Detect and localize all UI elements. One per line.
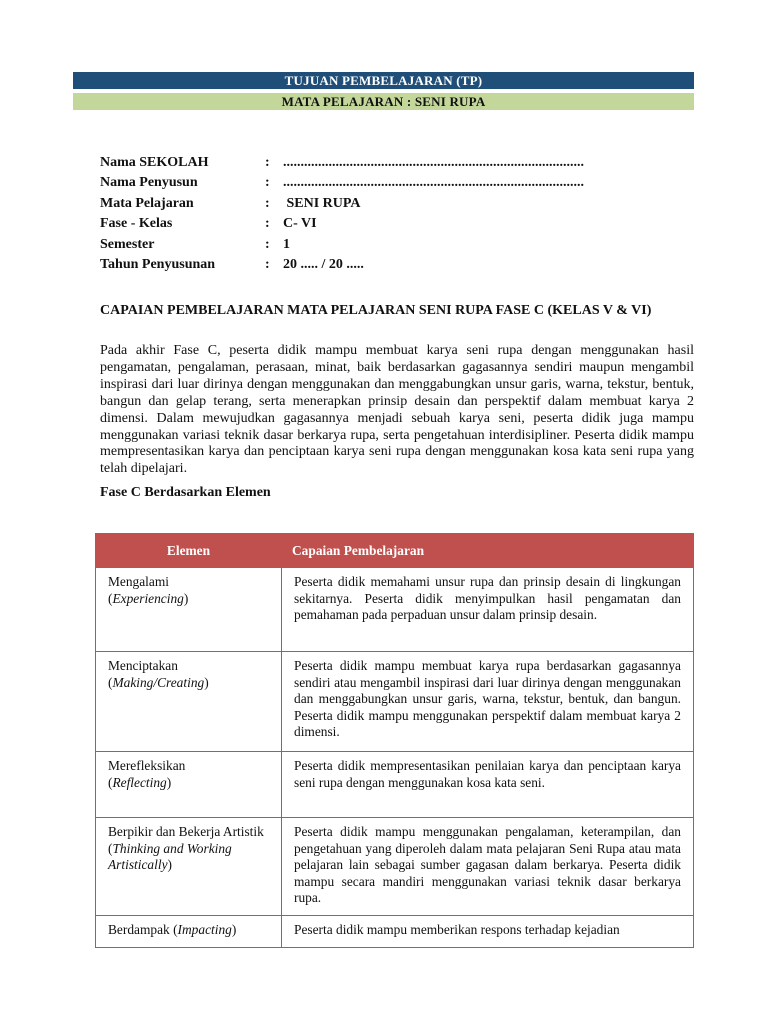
table-row xyxy=(96,916,694,948)
info-colon: : xyxy=(265,155,270,170)
elemen-open: ( xyxy=(108,840,113,856)
table-row xyxy=(96,752,694,818)
header-elemen: Elemen xyxy=(96,534,282,568)
info-colon: : xyxy=(265,216,270,232)
info-colon: : xyxy=(265,175,270,191)
info-row-year xyxy=(100,255,584,275)
elemen-close: ) xyxy=(167,857,172,873)
elemen-close: ) xyxy=(166,774,172,790)
capaian-cell: Peserta didik mempresentasikan penilaian karya dan penciptaan karya seni rupa dengan menggunakan kosa kata seni. xyxy=(282,752,694,818)
elemen-cell xyxy=(96,752,282,818)
elemen-name: Merefleksikan xyxy=(108,758,186,773)
table-row xyxy=(96,818,694,916)
fase-heading: Fase C Berdasarkan Elemen xyxy=(100,485,271,500)
subject-banner: MATA PELAJARAN : SENI RUPA xyxy=(73,93,694,110)
info-value: 20 ..... / 20 ..... xyxy=(283,256,364,272)
info-row-school xyxy=(100,153,584,173)
capaian-cell: Peserta didik mampu membuat karya rupa berdasarkan gagasannya sendiri atau mengambil inspirasi dari luar dirinya dengan menggunakan dan menggabungkan unsur garis, warna, tekstur, bentuk, dan bangun. Peserta didik mampu menggunakan perspektif dalam membuat karya 2 dimensi. xyxy=(282,652,694,752)
elemen-cell xyxy=(96,652,282,752)
elemen-english: Reflecting xyxy=(112,774,167,790)
info-colon: : xyxy=(265,195,270,211)
elemen-name: Berpikir dan Bekerja Artistik xyxy=(108,824,264,839)
elemen-close: ) xyxy=(183,590,189,606)
capaian-cell: Peserta didik mampu menggunakan pengalaman, keterampilan, dan pengetahuan yang diperoleh dalam mata pelajaran Seni Rupa atau mata pelajaran lain sebagai sumber gagasan dalam berkarya. Peserta didik mampu secara mandiri menggunakan variasi teknik dasar berkarya rupa. xyxy=(282,818,694,916)
info-label: Mata Pelajaran xyxy=(100,195,194,211)
elemen-name: Mengalami xyxy=(108,574,169,589)
info-colon: : xyxy=(265,236,270,252)
info-label: Nama Penyusun xyxy=(100,175,198,191)
info-row-subject xyxy=(100,194,584,214)
elemen-name: Menciptakan xyxy=(108,658,178,673)
info-value: SENI RUPA xyxy=(283,195,361,211)
elemen-open: ( xyxy=(169,922,178,937)
table-header-row xyxy=(96,534,694,568)
elemen-english: Making/Creating xyxy=(112,674,205,690)
elemen-cell xyxy=(96,568,282,652)
info-label: Tahun Penyusunan xyxy=(100,256,216,272)
info-row-semester xyxy=(100,235,584,255)
info-colon: : xyxy=(265,256,270,272)
info-value: ...................................................................................... xyxy=(283,175,584,191)
elemen-english: Thinking and Working Artistically xyxy=(108,840,232,873)
info-row-phase xyxy=(100,214,584,234)
elemen-close: ) xyxy=(231,922,237,937)
elemen-close: ) xyxy=(204,674,209,690)
table-row xyxy=(96,568,694,652)
header-capaian: Capaian Pembelajaran xyxy=(282,534,694,568)
title-banner: TUJUAN PEMBELAJARAN (TP) xyxy=(73,72,694,89)
elemen-name: Berdampak xyxy=(108,922,170,937)
table-row xyxy=(96,652,694,752)
elemen-open: ( xyxy=(108,674,113,690)
elemen-english: Impacting xyxy=(177,922,232,937)
info-label: Fase - Kelas xyxy=(100,216,173,232)
elemen-open: ( xyxy=(108,590,113,606)
elemen-open: ( xyxy=(108,774,113,790)
info-label: Semester xyxy=(100,236,155,252)
info-row-author xyxy=(100,173,584,193)
capaian-cell: Peserta didik mampu memberikan respons terhadap kejadian xyxy=(282,916,694,948)
identity-info xyxy=(100,153,584,275)
capaian-cell: Peserta didik memahami unsur rupa dan prinsip desain di lingkungan sekitarnya. Peserta didik menyimpulkan hasil pengamatan dan pemahaman pada perpaduan unsur dalam prinsip desain. xyxy=(282,568,694,652)
elemen-table xyxy=(95,533,694,948)
elemen-cell xyxy=(96,818,282,916)
info-value: ...................................................................................... xyxy=(283,155,584,170)
info-label: Nama SEKOLAH xyxy=(100,155,209,170)
elemen-cell xyxy=(96,916,282,948)
info-value: C- VI xyxy=(283,216,317,232)
info-value: 1 xyxy=(283,236,290,252)
capaian-heading: CAPAIAN PEMBELAJARAN MATA PELAJARAN SENI RUPA FASE C (KELAS V & VI) xyxy=(100,303,652,318)
capaian-paragraph: Pada akhir Fase C, peserta didik mampu membuat karya seni rupa dengan menggunakan hasil pengamatan, pengalaman, perasaan, minat, baik berdasarkan gagasannya sendiri maupun mengambil inspirasi dari luar dirinya dengan menggunakan dan menggabungkan unsur garis, warna, tekstur, bentuk, bangun dan gelap terang, serta menerapkan prinsip desain dan perspektif dalam membuat karya 2 dimensi. Dalam mewujudkan gagasannya menjadi sebuah karya seni, peserta didik juga mampu menggunakan variasi teknik dasar berkarya rupa, serta pengetahuan interdisipliner. Peserta didik mampu mempresentasikan karya dan penciptaan karya seni rupa dengan menggunakan kosa kata seni rupa yang telah dipelajari. xyxy=(100,343,694,477)
elemen-english: Experiencing xyxy=(112,590,184,606)
